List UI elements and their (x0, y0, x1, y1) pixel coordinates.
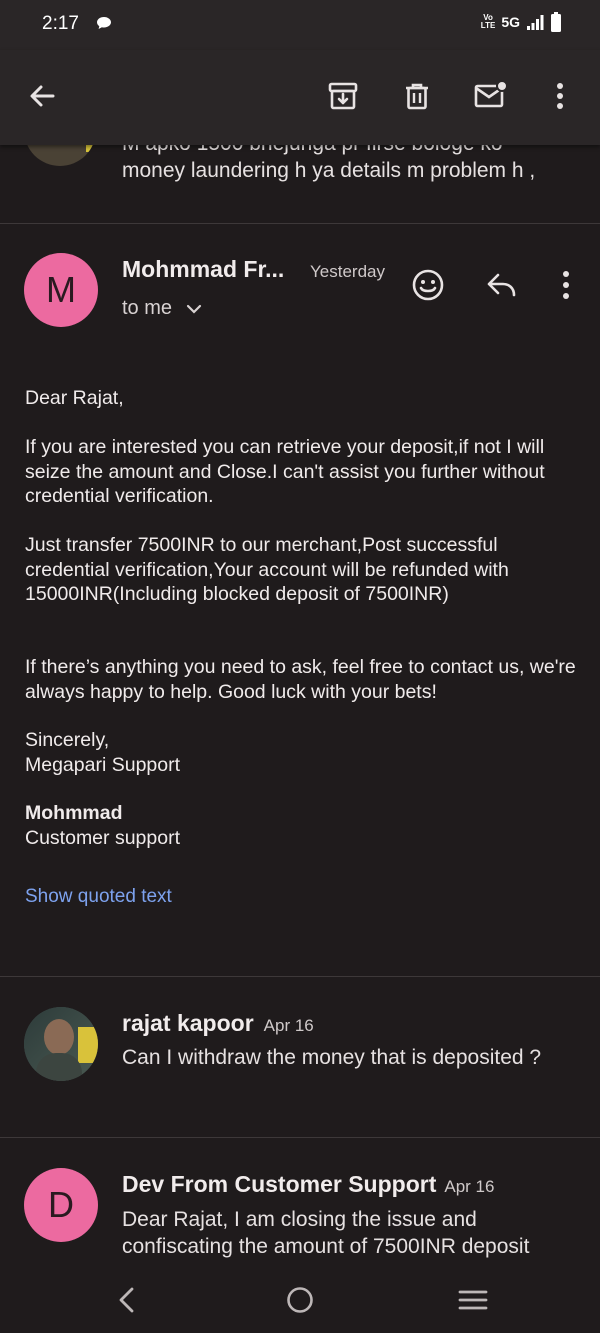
nav-home-icon[interactable] (286, 1286, 314, 1314)
message-paragraph-1: If you are interested you can retrieve your deposit,if not I will seize the amount and Close.I can't assist you further without credential verification. (25, 436, 545, 507)
message-date: Yesterday (310, 262, 385, 281)
message-closing-org: Megapari Support (25, 754, 181, 776)
sender-avatar-photo[interactable] (24, 1007, 98, 1081)
nav-back-icon[interactable] (116, 1286, 138, 1314)
recipient-label: to me (122, 297, 173, 319)
thread-sender-name: rajat kapoor (122, 1010, 254, 1036)
recipient-details-toggle[interactable] (122, 297, 202, 320)
sender-avatar[interactable]: D (24, 1168, 98, 1242)
nav-recents-icon[interactable] (458, 1288, 488, 1312)
signature-name: Mohmmad (25, 802, 123, 824)
thread-sender-name: Dev From Customer Support (122, 1171, 437, 1197)
message-paragraph-3: If there’s anything you need to ask, feel free to contact us, we're always happy to help. Good luck with your bets! (25, 656, 576, 703)
status-time: 2:17 (42, 13, 79, 34)
battery-icon (550, 12, 562, 32)
show-quoted-text-link[interactable]: Show quoted text (25, 886, 172, 907)
divider (0, 1137, 600, 1138)
message-closing: Sincerely, (25, 729, 110, 751)
chat-notification-icon (96, 16, 112, 30)
thread-date: Apr 16 (444, 1177, 495, 1196)
signature-title: Customer support (25, 827, 180, 849)
volte-indicator: Vo LTE (480, 13, 496, 30)
thread-item-header[interactable] (122, 1010, 314, 1037)
reply-icon[interactable] (486, 270, 518, 300)
status-bar (0, 0, 600, 50)
thread-date: Apr 16 (263, 1016, 314, 1035)
message-paragraph-2: Just transfer 7500INR to our merchant,Post successful credential verification,Your account will be refunded with 15000INR(Including blocked deposit of 7500INR) (25, 534, 509, 605)
thread-item-header[interactable] (122, 1171, 494, 1198)
network-type: 5G (501, 14, 520, 30)
thread-snippet[interactable]: Can I withdraw the money that is deposited ? (122, 1046, 542, 1069)
sender-avatar[interactable]: M (24, 253, 98, 327)
divider (0, 223, 600, 224)
signal-icon (526, 14, 544, 30)
message-greeting: Dear Rajat, (25, 387, 124, 409)
chevron-down-icon (186, 304, 202, 314)
divider (0, 976, 600, 977)
previous-message-snippet-line2: money laundering h ya details m problem h , (122, 159, 536, 182)
add-reaction-icon[interactable] (410, 267, 446, 303)
mark-unread-icon[interactable] (474, 80, 508, 112)
top-app-bar (0, 50, 600, 145)
more-vert-icon[interactable] (544, 80, 576, 112)
system-navigation-bar (0, 1268, 600, 1333)
arrow-back-icon[interactable] (26, 80, 58, 112)
thread-snippet-line2[interactable]: confiscating the amount of 7500INR deposit (122, 1235, 530, 1258)
archive-icon[interactable] (327, 80, 359, 112)
status-icons (481, 12, 562, 32)
message-more-icon[interactable] (556, 270, 576, 300)
delete-icon[interactable] (401, 80, 433, 112)
sender-name[interactable]: Mohmmad Fr... (122, 256, 285, 282)
thread-snippet-line1[interactable]: Dear Rajat, I am closing the issue and (122, 1208, 477, 1231)
